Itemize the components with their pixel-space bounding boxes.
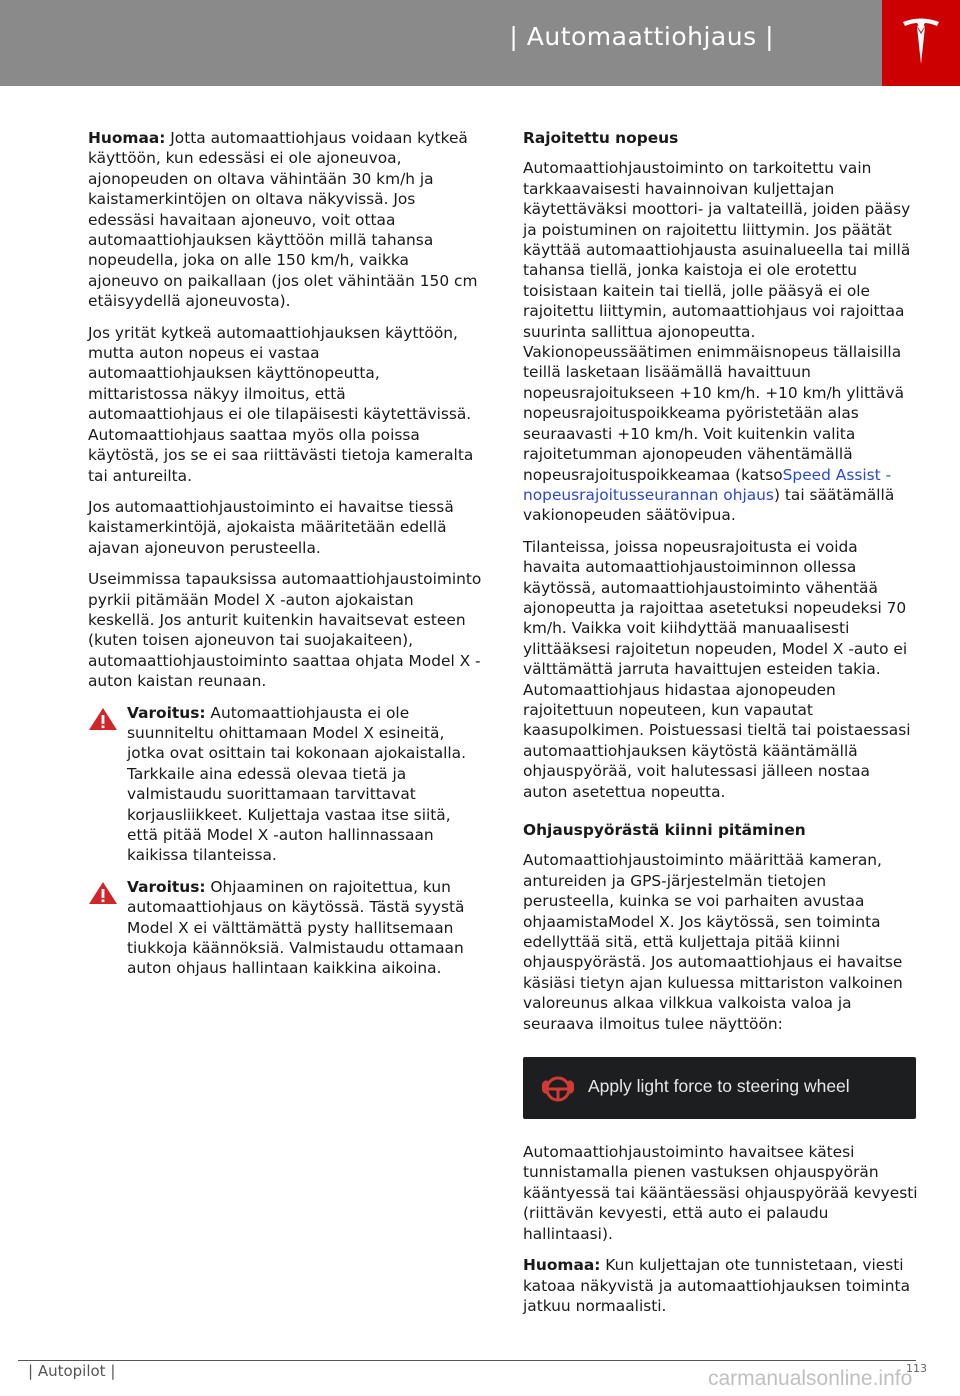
note-text: Jotta automaattiohjaus voidaan kytkeä käyttöön, kun edessäsi ei ole ajoneuvoa, ajonopeuden on oltava vähintään 30 km/h ja kaistamerkintöjen on oltava näkyvissä. Jos edessäsi havaitaan ajoneuvo, voit ottaa automaattiohjauksen käyttöön millä tahansa nopeudella, joka on alle 150 km/h, vaikka ajoneuvo on paikallaan (jos olet vähintään 150 cm etäisyydellä ajoneuvosta). [88,129,478,311]
warning-triangle-icon [88,707,118,731]
paragraph: Useimmissa tapauksissa automaattiohjaustoiminto pyrkii pitämään Model X -auton ajokaistan keskellä. Jos anturit kuitenkin havaitsevat esteen (kuten toisen ajoneuvon tai suojakaiteen), automaattiohjaustoiminto saattaa ohjata Model X -auton kaistan reunaan. [88,570,482,691]
header-bar [0,0,882,86]
steering-alert-banner [523,1057,916,1119]
warning-label: Varoitus: [127,703,206,722]
paragraph-text: Automaattiohjaustoiminto on tarkoitettu vain tarkkaavaisesti havainnoivan kuljettajan käytettäväksi moottori- ja valtateillä, joiden pääsy ja poistuminen on rajoitettu liittymin. Jos päätät käyttää automaattiohjausta asuinalueella tai millä tahansa tiellä, jonka kaistoja ei ole erotettu toisistaan kaitein tai tiellä, jolle pääsyä ei ole rajoitettu liittymin, automaattiohjaus voi rajoittaa suurinta sallittua ajonopeutta. Vakionopeussäätimen enimmäisnopeus tällaisilla teillä lasketaan lisäämällä havaittuun nopeusrajoitukseen +10 km/h. +10 km/h ylittävä nopeusrajoituspoikkeama pyöristetään alas seuraavasti +10 km/h. Voit kuitenkin valita rajoitetumman ajonopeuden vähentämällä nopeusrajoituspoikkeamaa (katso [523,159,911,484]
paragraph-text: ) tai säätämällä vakionopeuden säätövipua. [523,485,895,525]
page-title: | Automaattiohjaus | [509,22,774,51]
section-heading: Ohjauspyörästä kiinni pitäminen [523,821,806,839]
page-number: 113 [906,1362,927,1375]
tesla-logo-icon [902,16,940,66]
footer-divider [18,1360,916,1361]
watermark: carmanualsonline.info [708,1367,913,1390]
right-column [523,128,918,1327]
warning-text: Ohjaaminen on rajoitettua, kun automaattiohjaus on käytössä. Tästä syystä Model X ei välttämättä pysty hallitsemaan tiukkoja käännöksiä. Valmistaudu ottamaan auton ohjaus hallintaan kaikkina aikoina. [127,877,465,978]
note-text: Kun kuljettajan ote tunnistetaan, viesti katoaa näkyvistä ja automaattiohjauksen toiminta jatkuu normaalisti. [523,1256,911,1315]
note-label: Huomaa: [523,1256,601,1275]
banner-message: Apply light force to steering wheel [588,1076,850,1097]
paragraph: Jos automaattiohjaustoiminto ei havaitse tiessä kaistamerkintöjä, ajokaista määritetään edellä ajavan ajoneuvon perusteella. [88,497,454,557]
note-paragraph [88,128,483,312]
warning-block [88,877,483,979]
paragraph: Automaattiohjaustoiminto havaitsee kätesi tunnistamalla pienen vastuksen ohjauspyörän kääntyessä tai kääntäessäsi ohjauspyörää kevyesti (riittävän kevyesti, että auto ei palaudu hallintaasi). [523,1143,918,1243]
left-column [88,128,483,990]
warning-triangle-icon [88,881,118,905]
footer-section-label: | Autopilot | [28,1362,116,1380]
warning-label: Varoitus: [127,877,206,896]
note-paragraph [523,1255,918,1316]
paragraph: Jos yrität kytkeä automaattiohjauksen käyttöön, mutta auton nopeus ei vastaa automaattiohjauksen käyttönopeutta, mittaristossa näkyy ilmoitus, että automaattiohjaus ei ole tilapäisesti käytettävissä. Automaattiohjaus saattaa myös olla poissa käytöstä, jos se ei saa riittävästi tietoja kameralta tai antureilta. [88,323,474,485]
warning-block [88,703,483,866]
paragraph [523,158,918,525]
section-heading: Rajoitettu nopeus [523,129,679,147]
speed-assist-link[interactable]: Speed Assist -nopeusrajoitusseurannan ohjaus [523,465,892,504]
note-label: Huomaa: [88,129,166,147]
paragraph: Tilanteissa, joissa nopeusrajoitusta ei voida havaita automaattiohjaustoiminnon ollessa käytössä, automaattiohjaustoiminto vähentää ajonopeutta ja rajoittaa asetetuksi nopeudeksi 70 km/h. Vaikka voit kiihdyttää manuaalisesti ylittääksesi rajoitetun nopeuden, Model X -auto ei välttämättä jarruta havaittujen esteiden takia. Automaattiohjaus hidastaa ajonopeuden rajoitettuun nopeuteen, kun vapautat kaasupolkimen. Poistuessasi tieltä tai poistaessasi automaattiohjauksen käytöstä kääntämällä ohjauspyörää, voit halutessasi jälleen nostaa auton asetettua nopeutta. [523,537,911,801]
steering-wheel-hands-icon [540,1074,576,1104]
paragraph: Automaattiohjaustoiminto määrittää kameran, antureiden ja GPS-järjestelmän tietojen perusteella, kuinka se voi parhaiten avustaa ohjaamistaModel X. Jos käytössä, sen toiminta edellyttää sitä, että kuljettaja pitää kiinni ohjauspyörästä. Jos automaattiohjaus ei havaitse käsiäsi tietyn ajan kuluessa mittariston valkoinen valoreunus alkaa vilkkua valkoista valoa ja seuraava ilmoitus tulee näyttöön: [523,851,903,1033]
tesla-logo [882,0,960,86]
warning-text: Automaattiohjausta ei ole suunniteltu ohittamaan Model X esineitä, jotka ovat osittain tai kokonaan ajokaistalla. Tarkkaile aina edessä olevaa tietä ja valmistaudu suorittamaan tarvittavat korjausliikkeet. Kuljettaja vastaa itse siitä, että pitää Model X -auton hallinnassaan kaikissa tilanteissa. [127,703,466,865]
